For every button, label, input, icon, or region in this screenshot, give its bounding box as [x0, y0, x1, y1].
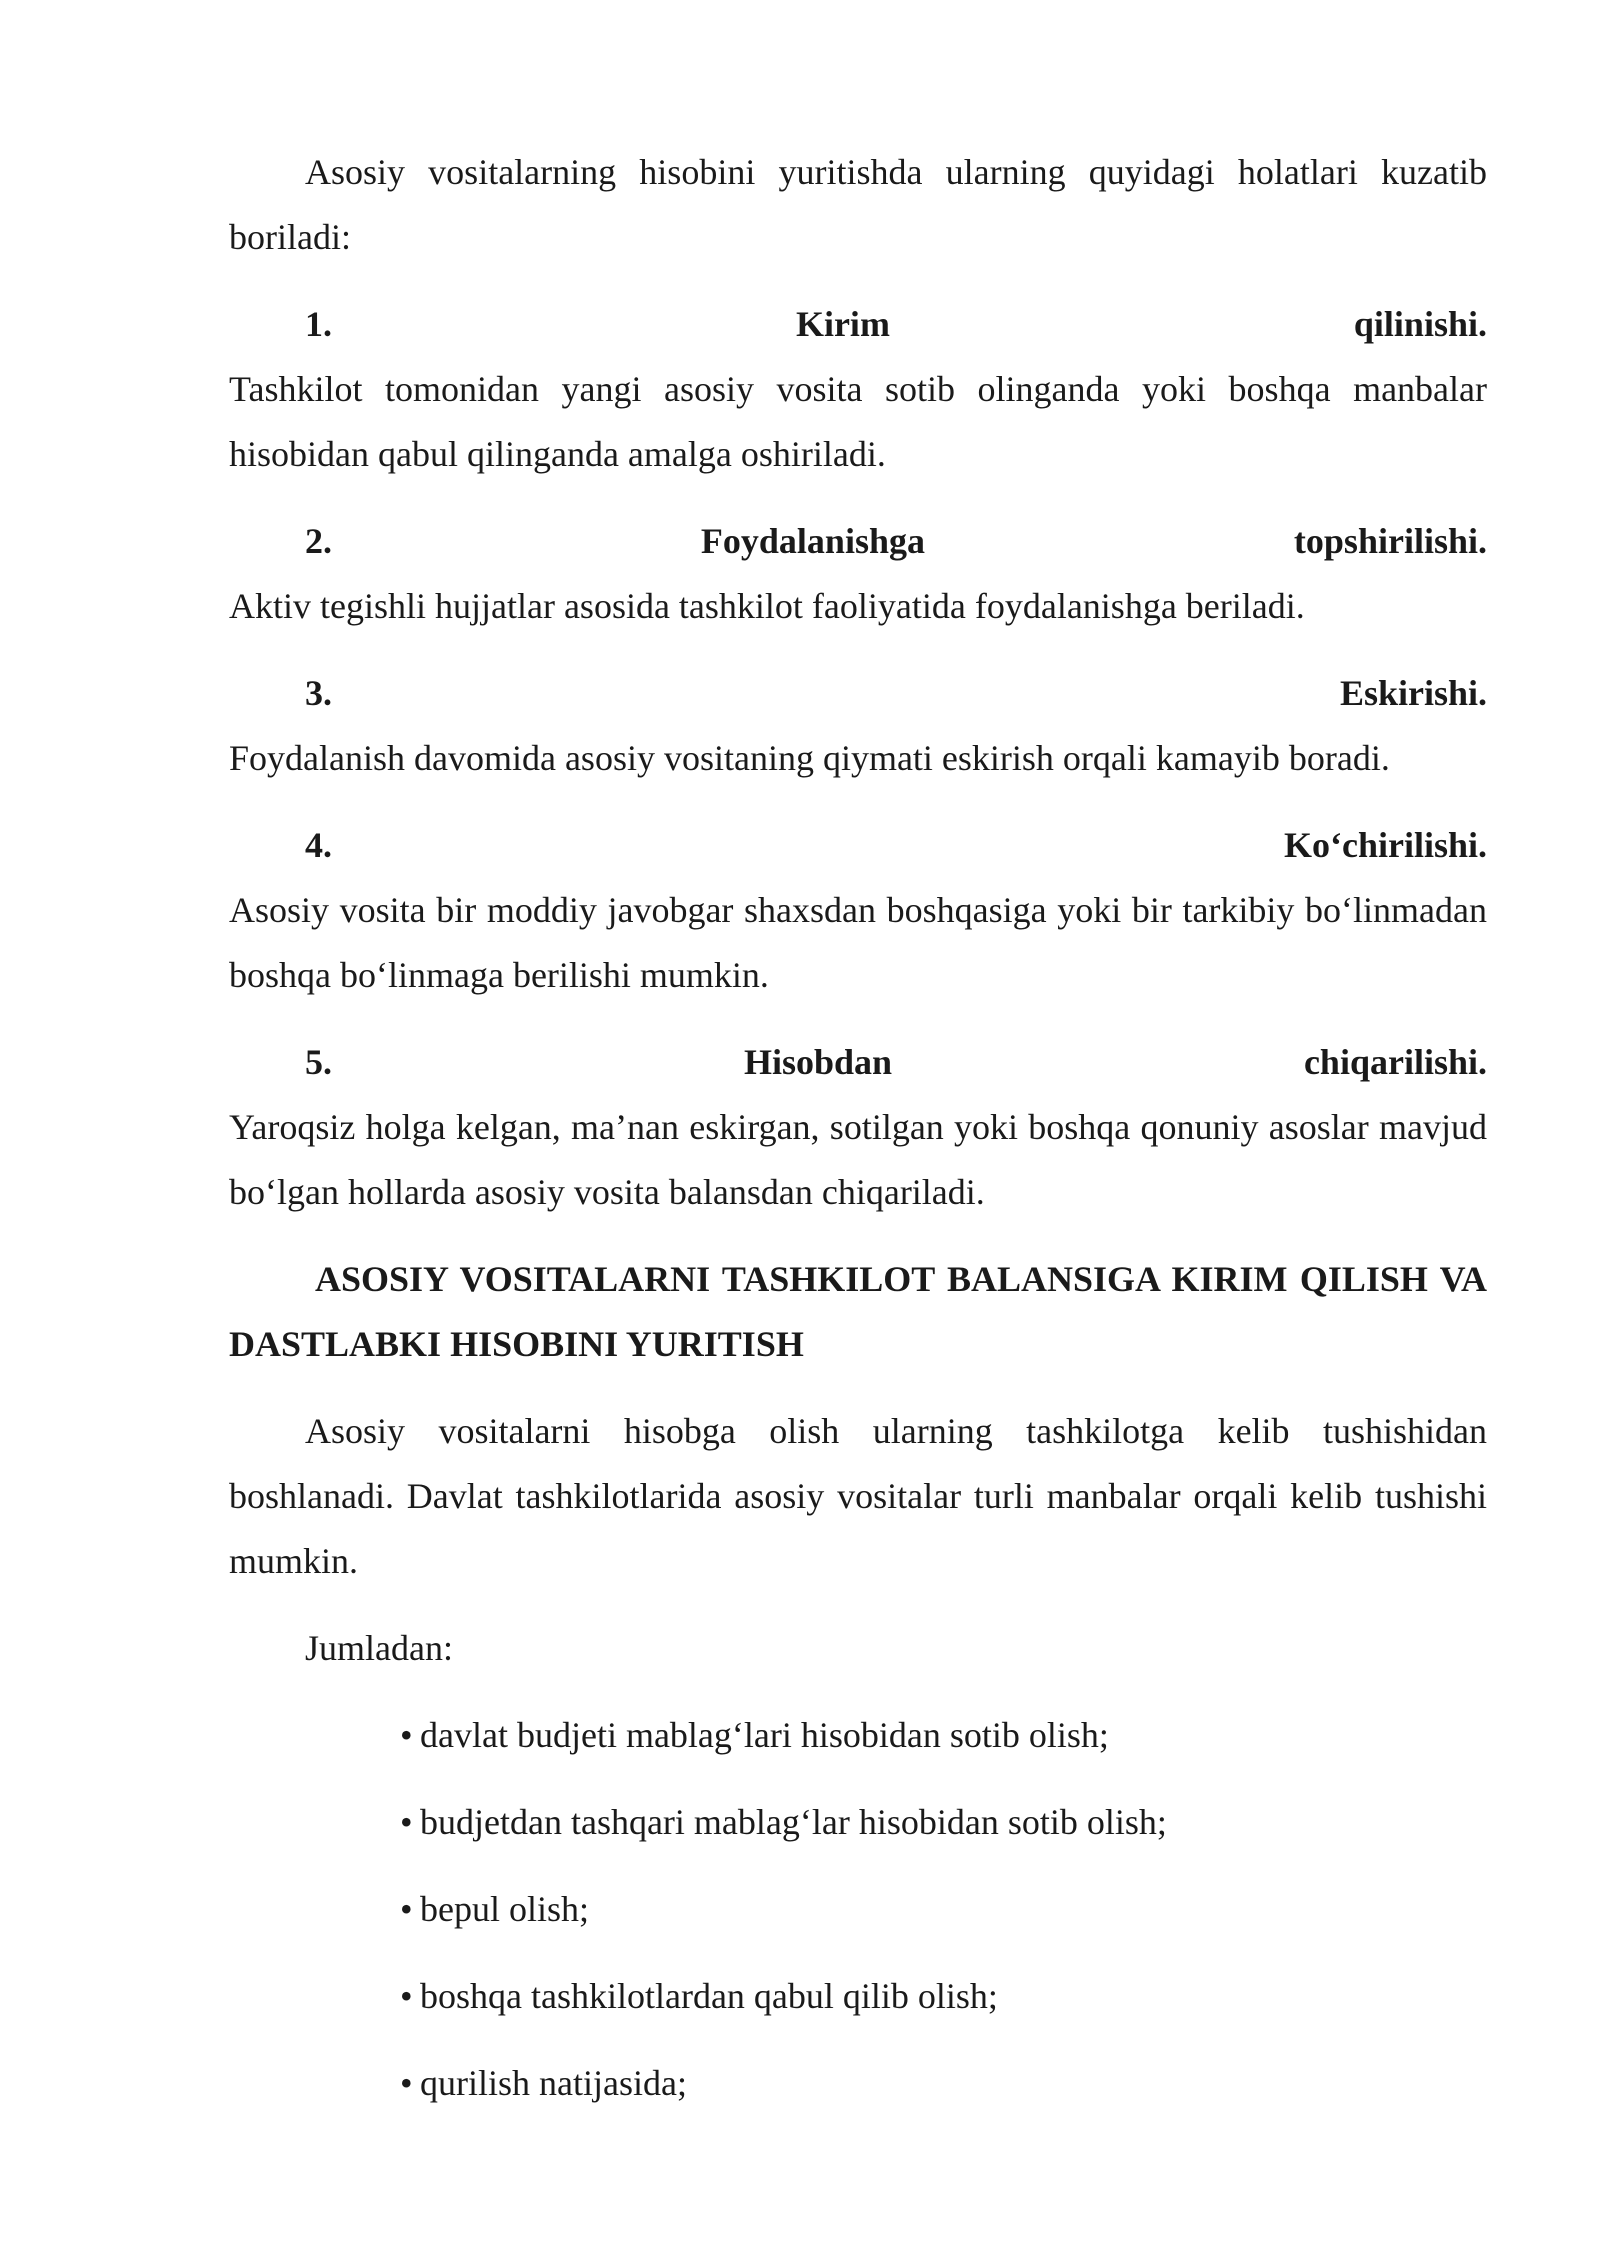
section-heading: ASOSIY VOSITALARNI TASHKILOT BALANSIGA KIRIM QILISH VA DASTLABKI HISOBINI YURITISH [229, 1259, 1487, 1364]
item-text-2: Aktiv tegishli hujjatlar asosida tashkilot faoliyatida foydalanishga beriladi. [229, 586, 1305, 626]
item-text-3: Foydalanish davomida asosiy vositaning qiymati eskirish orqali kamayib boradi. [229, 738, 1390, 778]
list-item-text: bepul olish; [420, 1889, 589, 1929]
item-title-left: Kirim [795, 304, 890, 344]
list-item-text: davlat budjeti mablag‘lari hisobidan sotib olish; [420, 1715, 1109, 1755]
item-title-right: Ko‘chirilishi. [1283, 825, 1487, 865]
item-number: 4. [305, 825, 332, 865]
item-title-right: chiqarilishi. [1303, 1042, 1487, 1082]
item-title-right: qilinishi. [1353, 304, 1487, 344]
list-item [400, 1703, 1487, 1768]
item-title-right: Eskirishi. [1339, 673, 1487, 713]
list-item [400, 1964, 1487, 2029]
item-number: 5. [305, 1042, 332, 1082]
item-heading-1 [229, 292, 1487, 357]
bullet-icon: • [400, 1715, 413, 1755]
list-item [400, 1877, 1487, 1942]
list-item [400, 2051, 1487, 2116]
list-item-text: budjetdan tashqari mablag‘lar hisobidan sotib olish; [420, 1802, 1167, 1842]
item-number: 3. [305, 673, 332, 713]
item-text-5: Yaroqsiz holga kelgan, ma’nan eskirgan, sotilgan yoki boshqa qonuniy asoslar mavjud bo‘lgan hollarda asosiy vosita balansdan chiqariladi. [229, 1107, 1487, 1212]
item-heading-5 [229, 1030, 1487, 1095]
item-heading-2 [229, 509, 1487, 574]
bullet-icon: • [400, 1802, 413, 1842]
bullet-icon: • [400, 1889, 413, 1929]
list-item-text: qurilish natijasida; [420, 2063, 687, 2103]
item-title-left: Hisobdan [743, 1042, 893, 1082]
bullet-icon: • [400, 2063, 413, 2103]
item-number: 1. [305, 304, 332, 344]
jumladan-label: Jumladan: [305, 1628, 453, 1668]
item-text-1: Tashkilot tomonidan yangi asosiy vosita sotib olinganda yoki boshqa manbalar hisobidan qabul qilinganda amalga oshiriladi. [229, 369, 1487, 474]
bullet-icon: • [400, 1976, 413, 2016]
list-item-text: boshqa tashkilotlardan qabul qilib olish; [420, 1976, 998, 2016]
list-item [400, 1790, 1487, 1855]
item-title-left: Foydalanishga [700, 521, 925, 561]
intro-paragraph: Asosiy vositalarning hisobini yuritishda ularning quyidagi holatlari kuzatib boriladi: [229, 152, 1487, 257]
item-number: 2. [305, 521, 332, 561]
item-heading-4 [229, 813, 1487, 878]
item-heading-3 [229, 661, 1487, 726]
document-body [229, 140, 1487, 2138]
item-title-right: topshirilishi. [1293, 521, 1487, 561]
item-text-4: Asosiy vosita bir moddiy javobgar shaxsdan boshqasiga yoki bir tarkibiy bo‘linmadan boshqa bo‘linmaga berilishi mumkin. [229, 890, 1487, 995]
section-paragraph: Asosiy vositalarni hisobga olish ularning tashkilotga kelib tushishidan boshlanadi. Davlat tashkilotlarida asosiy vositalar turli manbalar orqali kelib tushishi mumkin. [229, 1411, 1487, 1581]
bullet-list [229, 1703, 1487, 2116]
